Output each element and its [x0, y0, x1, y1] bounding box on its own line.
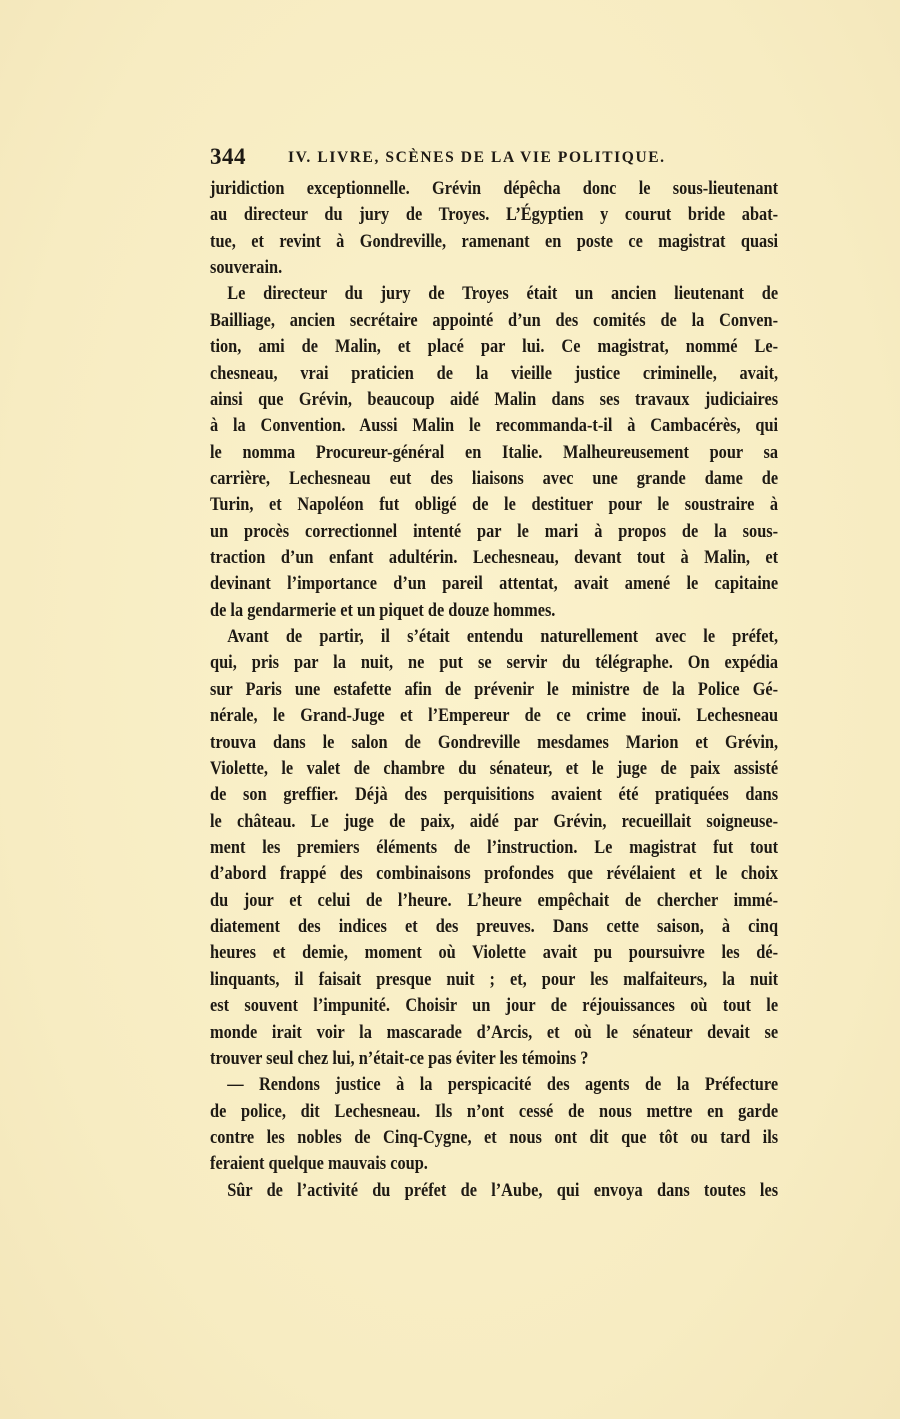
text-line: d’abord frappé des combinaisons profondes que révélaient et le choix: [210, 863, 779, 885]
page-number: 344: [210, 144, 246, 169]
text-line: souverain.: [210, 257, 283, 279]
text-line: le château. Le juge de paix, aidé par Grévin, recueillait soigneuse-: [210, 810, 779, 832]
text-line: trouver seul chez lui, n’était-ce pas éviter les témoins ?: [210, 1047, 589, 1069]
paragraph: [210, 281, 778, 624]
text-line: heures et demie, moment où Violette avait pu poursuivre les dé-: [210, 942, 779, 964]
text-line: au directeur du jury de Troyes. L’Égyptien y courut bride abat-: [210, 204, 779, 226]
text-line: carrière, Lechesneau eut des liaisons avec une grande dame de: [210, 467, 779, 489]
text-line: linquants, il faisait presque nuit ; et, pour les malfaiteurs, la nuit: [210, 968, 779, 990]
running-title: IV. LIVRE, SCÈNES DE LA VIE POLITIQUE.: [288, 149, 666, 166]
text-line: ainsi que Grévin, beaucoup aidé Malin dans ses travaux judiciaires: [210, 388, 779, 410]
text-line: Violette, le valet de chambre du sénateur, et le juge de paix assisté: [210, 757, 779, 779]
text-line: devinant l’importance d’un pareil attentat, avait amené le capitaine: [210, 573, 779, 595]
paragraph: [210, 624, 778, 1072]
text-line: de police, dit Lechesneau. Ils n’ont cessé de nous mettre en garde: [210, 1100, 779, 1122]
text-line: du jour et celui de l’heure. L’heure empêchait de chercher immé-: [210, 889, 779, 911]
text-line: ment les premiers éléments de l’instruction. Le magistrat fut tout: [210, 836, 779, 858]
text-line: Le directeur du jury de Troyes était un ancien lieutenant de: [227, 283, 779, 305]
text-line: juridiction exceptionnelle. Grévin dépêcha donc le sous-lieutenant: [210, 178, 779, 199]
text-line: nérale, le Grand-Juge et l’Empereur de ce crime inouï. Lechesneau: [210, 705, 779, 727]
text-line: sur Paris une estafette afin de prévenir le ministre de la Police Gé-: [210, 678, 779, 700]
text-line: Sûr de l’activité du préfet de l’Aube, qui envoya dans toutes les: [227, 1179, 779, 1201]
text-line: Avant de partir, il s’était entendu naturellement avec le préfet,: [227, 626, 779, 648]
text-line: Bailliage, ancien secrétaire appointé d’un des comités de la Conven-: [210, 309, 779, 331]
text-line: un procès correctionnel intenté par le mari à propos de la sous-: [210, 520, 779, 542]
paragraph: [210, 1178, 778, 1204]
text-line: contre les nobles de Cinq-Cygne, et nous ont dit que tôt ou tard ils: [210, 1126, 779, 1148]
text-line: tue, et revint à Gondreville, ramenant en poste ce magistrat quasi: [210, 230, 779, 252]
text-line: de la gendarmerie et un piquet de douze hommes.: [210, 599, 556, 621]
text-line: est souvent l’impunité. Choisir un jour de réjouissances où tout le: [210, 995, 779, 1017]
text-line: Turin, et Napoléon fut obligé de le destituer pour le soustraire à: [210, 494, 779, 516]
text-line: à la Convention. Aussi Malin le recommanda-t-il à Cambacérès, qui: [210, 415, 779, 437]
text-line: de son greffier. Déjà des perquisitions avaient été pratiquées dans: [210, 784, 779, 806]
paragraph: [210, 1072, 778, 1177]
text-line: feraient quelque mauvais coup.: [210, 1153, 428, 1175]
page-header: [210, 144, 778, 174]
text-line: qui, pris par la nuit, ne put se servir du télégraphe. On expédia: [210, 652, 779, 674]
text-line: le nomma Procureur-général en Italie. Malheureusement pour sa: [210, 441, 779, 463]
text-line: tion, ami de Malin, et placé par lui. Ce magistrat, nommé Le-: [210, 336, 779, 358]
body-text: [210, 176, 778, 1204]
text-line: trouva dans le salon de Gondreville mesdames Marion et Grévin,: [210, 731, 779, 753]
text-line: diatement des indices et des preuves. Dans cette saison, à cinq: [210, 916, 779, 938]
paragraph: [210, 176, 778, 281]
text-line: monde irait voir la mascarade d’Arcis, et où le sénateur devait se: [210, 1021, 779, 1043]
text-line: — Rendons justice à la perspicacité des agents de la Préfecture: [227, 1074, 779, 1096]
text-line: traction d’un enfant adultérin. Lechesneau, devant tout à Malin, et: [210, 547, 779, 569]
text-line: chesneau, vrai praticien de la vieille justice criminelle, avait,: [210, 362, 779, 384]
